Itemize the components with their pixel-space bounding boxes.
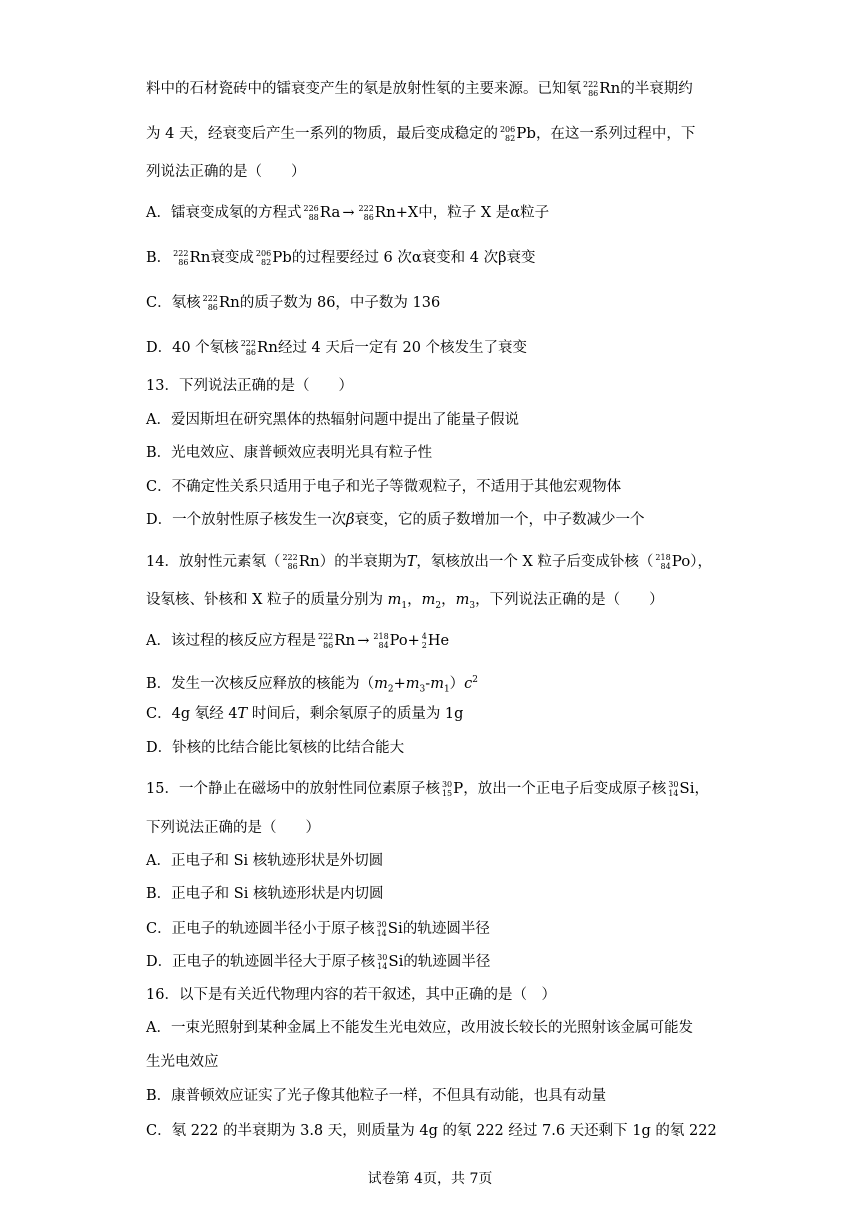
text: ）， (690, 554, 712, 570)
text-fragment: ） (449, 675, 465, 692)
beta-symbol: β (346, 512, 355, 528)
text-fragment: 82 (261, 258, 272, 267)
text-fragment: 206 (255, 249, 272, 258)
text-fragment: 86 (323, 641, 334, 650)
text-fragment: 30 (668, 780, 679, 789)
nuclide-rn (173, 249, 188, 267)
text: C．氡核 (146, 295, 201, 311)
text-fragment: 30 (441, 780, 453, 789)
q12-intro-line2 (146, 123, 695, 144)
text-fragment: 222 (317, 632, 334, 641)
text: +X (395, 205, 419, 221)
text: 的过程要经过 6 次α衰变和 4 次β衰变 (291, 250, 536, 266)
q14-stem-line2 (146, 590, 664, 616)
q13-option-b: B．光电效应、康普顿效应表明光具有粒子性 (146, 445, 433, 461)
q14-option-d: D．钋核的比结合能比氡核的比结合能大 (146, 740, 405, 756)
text: A．镭衰变成氡的方程式 (146, 205, 302, 221)
text-fragment: 15 (441, 789, 453, 798)
nuclide-rn (241, 339, 256, 357)
symbol: Po (671, 552, 691, 570)
text-fragment: m (455, 592, 470, 608)
q12-option-d (146, 337, 527, 358)
text-fragment: 14 (376, 929, 387, 938)
q16-option-b: B．康普顿效应证实了光子像其他粒子一样，不但具有动能，也具有动量 (146, 1088, 607, 1104)
text: Po+ (389, 633, 420, 649)
symbol: Rn (298, 552, 320, 570)
q15-option-a: A．正电子和 Si 核轨迹形状是外切圆 (146, 853, 384, 869)
text-fragment: + (393, 675, 406, 692)
text-fragment: 14 (668, 789, 679, 798)
symbol: Rn (218, 293, 240, 311)
text-fragment: 222 (358, 204, 374, 213)
text-fragment: 88 (308, 213, 319, 222)
symbol: Pb (516, 124, 536, 142)
text-fragment: 3 (419, 684, 426, 695)
text-fragment: 3 (469, 600, 476, 611)
nuclide-ra (303, 204, 318, 222)
text: 的轨迹圆半径 (402, 921, 490, 937)
text-fragment: m (387, 592, 402, 608)
nuclide-rn (318, 632, 333, 650)
text-fragment: 2 (435, 600, 442, 611)
text-fragment: 设氡核、钋核和 X 粒子的质量分别为 (146, 592, 388, 608)
q13-option-d (146, 510, 645, 530)
q14-option-a (146, 630, 449, 651)
nuclide-pb (500, 125, 515, 143)
symbol: Si (388, 952, 404, 970)
arrow: → (342, 205, 355, 221)
q14-option-b (146, 670, 478, 700)
text-fragment: ， (407, 592, 422, 608)
nuclide-po (373, 632, 388, 650)
text: D．40 个氡核 (146, 340, 239, 356)
text: 为 4 天，经衰变后产生一系列的物质，最后变成稳定的 (146, 126, 498, 142)
text: 中，粒子 X 是α粒子 (418, 205, 550, 221)
text: D．一个放射性原子核发生一次 (146, 512, 347, 528)
text-fragment: ， (441, 592, 456, 608)
text-fragment: 84 (378, 641, 389, 650)
nuclide-rn (359, 204, 374, 222)
text: 衰变成 (210, 250, 254, 266)
q13-option-c: C．不确定性关系只适用于电子和光子等微观粒子，不适用于其他宏观物体 (146, 479, 622, 495)
q12-option-b (146, 247, 535, 268)
text-fragment: 218 (655, 553, 671, 562)
text-fragment: 2 (387, 684, 394, 695)
text: 经过 4 天后一定有 20 个核发生了衰变 (277, 340, 528, 356)
text-fragment: 4 (421, 632, 427, 641)
nuclide-pb (256, 249, 271, 267)
nuclide-he (422, 632, 427, 650)
text-fragment: 84 (660, 562, 671, 571)
text-fragment: m (430, 675, 444, 692)
nuclide-po (655, 553, 670, 571)
q14-stem-line1 (146, 551, 712, 572)
text-fragment: c (464, 675, 473, 692)
text-fragment: 222 (240, 339, 256, 348)
nuclide-si (668, 780, 678, 798)
text: C．正电子的轨迹圆半径小于原子核 (146, 921, 375, 937)
q15-stem-line2: 下列说法正确的是（ ） (146, 820, 320, 836)
nuclide-si (377, 920, 387, 938)
text: 的轨迹圆半径 (403, 954, 491, 970)
q12-option-c (146, 292, 440, 313)
symbol: P (453, 779, 464, 797)
text-fragment: 226 (303, 204, 319, 213)
symbol: Rn (334, 631, 356, 649)
text-fragment: 2 (472, 675, 479, 685)
text: 衰变，它的质子数增加一个，中子数减少一个 (354, 512, 645, 528)
symbol: Si (679, 779, 695, 797)
q12-intro-line1 (146, 78, 693, 99)
symbol: Ra (319, 203, 341, 221)
text-fragment: 218 (373, 632, 389, 641)
page-footer: 试卷第 4页，共 7页 (367, 1171, 493, 1187)
text: B． (146, 250, 172, 266)
text-fragment: 86 (287, 562, 298, 571)
var-t: T (406, 554, 417, 570)
text: D．正电子的轨迹圆半径大于原子核 (146, 954, 376, 970)
text-fragment: 86 (588, 89, 599, 98)
text-fragment: 时间后，剩余氡原子的质量为 1g (247, 706, 464, 722)
symbol: Rn (599, 79, 621, 97)
text-fragment: 206 (499, 125, 516, 134)
text: ， (694, 781, 709, 797)
q13-option-a: A．爱因斯坦在研究黑体的热辐射问题中提出了能量子假说 (146, 412, 519, 428)
text-fragment: 82 (505, 134, 516, 143)
text: 的质子数为 86，中子数为 136 (239, 295, 441, 311)
text-fragment: 30 (376, 920, 387, 929)
text-fragment: C．4g 氡经 4 (146, 706, 238, 722)
text-fragment: 222 (583, 80, 599, 89)
symbol: Pb (272, 248, 292, 266)
text-fragment: 2 (421, 641, 427, 650)
text-fragment: 86 (245, 348, 256, 357)
text-fragment: 14 (377, 962, 388, 971)
nuclide-p (442, 780, 452, 798)
nuclide-si (377, 953, 387, 971)
text-fragment: 222 (282, 553, 298, 562)
text-fragment: 86 (207, 303, 218, 312)
text-fragment: m (421, 592, 436, 608)
text: ，放出一个正电子后变成原子核 (463, 781, 667, 797)
text-fragment: 1 (443, 684, 450, 695)
text-fragment: T (237, 706, 248, 722)
text: 15．一个静止在磁场中的放射性同位素原子核 (146, 781, 440, 797)
q14-option-c (146, 704, 463, 724)
q16-stem: 16．以下是有关近代物理内容的若干叙述，其中正确的是（ ） (146, 987, 556, 1003)
symbol: Rn (256, 338, 278, 356)
text-fragment: 86 (178, 258, 189, 267)
text: ，在这一系列过程中，下 (535, 126, 696, 142)
text-fragment: 86 (363, 213, 374, 222)
text-fragment: 222 (202, 294, 218, 303)
q12-intro-line3: 列说法正确的是（ ） (146, 164, 306, 180)
text: 料中的石材瓷砖中的镭衰变产生的氡是放射性氡的主要来源。已知氡 (146, 81, 581, 97)
text: 的半衰期约 (620, 81, 693, 97)
text-fragment: 222 (173, 249, 189, 258)
symbol: Rn (374, 203, 396, 221)
text-fragment: B．发生一次核反应释放的核能为（ (146, 675, 375, 692)
text-fragment: - (425, 675, 431, 692)
q16-option-c: C．氡 222 的半衰期为 3.8 天，则质量为 4g 的氡 222 经过 7.6 天还剩下 1g 的氡 222 (146, 1123, 717, 1139)
text-fragment: m (374, 675, 388, 692)
nuclide-rn (282, 553, 297, 571)
text: ，氡核放出一个 X 粒子后变成钋核（ (416, 554, 654, 570)
q12-option-a (146, 202, 549, 223)
text-fragment: ，下列说法正确的是（ ） (475, 592, 664, 608)
text: 14．放射性元素氡（ (146, 554, 281, 570)
q16-option-a-line2: 生光电效应 (146, 1054, 219, 1070)
q15-option-b: B．正电子和 Si 核轨迹形状是内切圆 (146, 886, 384, 902)
nuclide-rn (203, 294, 218, 312)
text-fragment: 30 (377, 953, 388, 962)
q15-option-d (146, 951, 490, 972)
q15-option-c (146, 918, 490, 939)
nuclide-rn (583, 80, 598, 98)
text: ）的半衰期为 (319, 554, 407, 570)
q15-stem-line1 (146, 778, 709, 799)
text: He (427, 633, 450, 649)
symbol: Si (387, 919, 403, 937)
text-fragment: m (405, 675, 420, 692)
q13-stem: 13．下列说法正确的是（ ） (146, 378, 353, 394)
q16-option-a-line1: A．一束光照射到某种金属上不能发生光电效应，改用波长较长的光照射该金属可能发 (146, 1020, 693, 1036)
symbol: Rn (189, 248, 211, 266)
arrow: → (357, 633, 370, 649)
text: A．该过程的核反应方程是 (146, 633, 316, 649)
text-fragment: 1 (401, 600, 408, 611)
